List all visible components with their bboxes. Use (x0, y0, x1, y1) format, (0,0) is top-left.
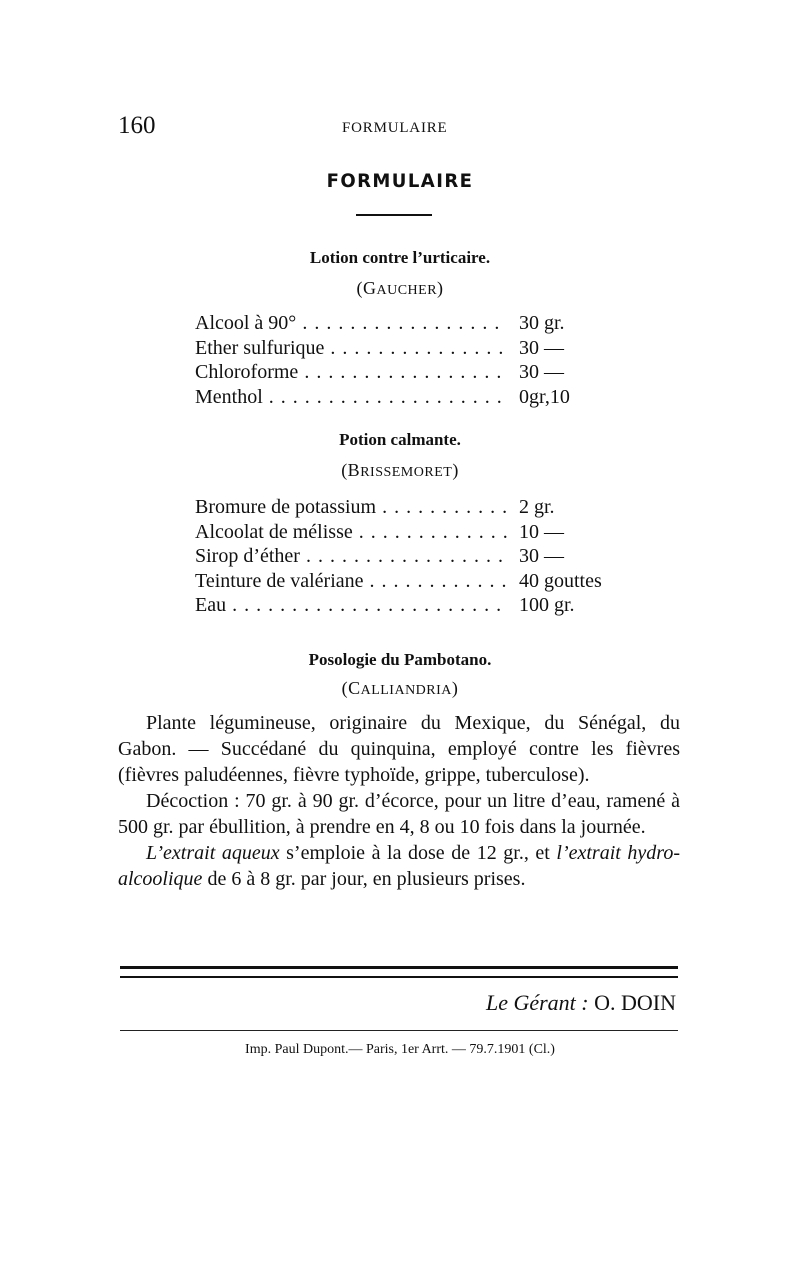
ingredient-name: Alcoolat de mélisse . . . (195, 521, 507, 544)
ingredient-qty: 2 gr. (519, 496, 555, 518)
page-number: 160 (118, 112, 156, 139)
title-rule (356, 214, 432, 216)
ingredient-qty: 100 gr. (519, 594, 575, 616)
recipe-row (195, 496, 615, 521)
recipe-row (195, 312, 615, 337)
paragraph-decoction: Décoction : 70 gr. à 90 gr. d’écorce, pour un litre d’eau, ramené à 500 gr. par ébullition, à prendre en 4, 8 ou 10 fois dans la journée. (118, 790, 680, 838)
potion-title: Potion calmante. (339, 430, 461, 449)
printer-imprint: Imp. Paul Dupont.— Paris, 1er Arrt. — 79.7.1901 (Cl.) (245, 1042, 555, 1057)
paragraph-description: Plante légumineuse, originaire du Mexique, du Sénégal, du Gabon. — Succédané du quinquina, employé contre les fièvres (fièvres paludéennes, fièvre typhoïde, grippe, tuberculose). (118, 712, 680, 786)
ingredient-qty: 0gr,10 (519, 385, 570, 408)
recipe-row (195, 545, 615, 570)
recipe-row (195, 361, 615, 386)
double-rule (120, 966, 678, 978)
posologie-author: (CALLIANDRIA) (341, 678, 459, 698)
ingredient-qty: 30 — (519, 545, 564, 567)
lotion-author: (GAUCHER) (356, 278, 444, 298)
potion-recipe (195, 496, 615, 619)
ingredient-qty: 30 gr. (519, 312, 565, 334)
page-title: FORMULAIRE (326, 170, 474, 192)
recipe-row (195, 337, 615, 362)
ingredient-name: Bromure de potassium . . . (195, 496, 507, 519)
recipe-row (195, 386, 615, 411)
ingredient-name: Eau . . . (195, 594, 507, 617)
ingredient-name: Chloroforme . . . (195, 361, 507, 384)
footer-rule (120, 1030, 678, 1031)
ingredient-qty: 10 — (519, 520, 564, 543)
posologie-text (118, 710, 680, 892)
ingredient-name: Menthol . . . (195, 386, 507, 409)
ingredient-name: Ether sulfurique . . . (195, 337, 507, 360)
ingredient-qty: 30 — (519, 336, 564, 359)
potion-author: (BRISSEMORET) (341, 460, 459, 480)
ingredient-name: Alcool à 90° . . . (195, 312, 507, 335)
lotion-title: Lotion contre l’urticaire. (309, 248, 491, 267)
signature: Le Gérant : O. DOIN (485, 990, 676, 1015)
paragraph-extracts: L’extrait aqueux s’emploie à la dose de 12 gr., et l’extrait hydro-alcoolique de 6 à 8 gr. par jour, en plusieurs prises. (118, 842, 680, 890)
ingredient-name: Teinture de valériane . . . (195, 570, 507, 593)
running-title: FORMULAIRE (342, 120, 448, 136)
ingredient-qty: 30 — (519, 361, 564, 383)
ingredient-name: Sirop d’éther . . . (195, 545, 507, 568)
ingredient-qty: 40 gouttes (519, 569, 602, 592)
recipe-row (195, 570, 615, 595)
lotion-recipe (195, 312, 615, 410)
posologie-title: Posologie du Pambotano. (308, 650, 492, 669)
recipe-row (195, 521, 615, 546)
recipe-row (195, 594, 615, 619)
